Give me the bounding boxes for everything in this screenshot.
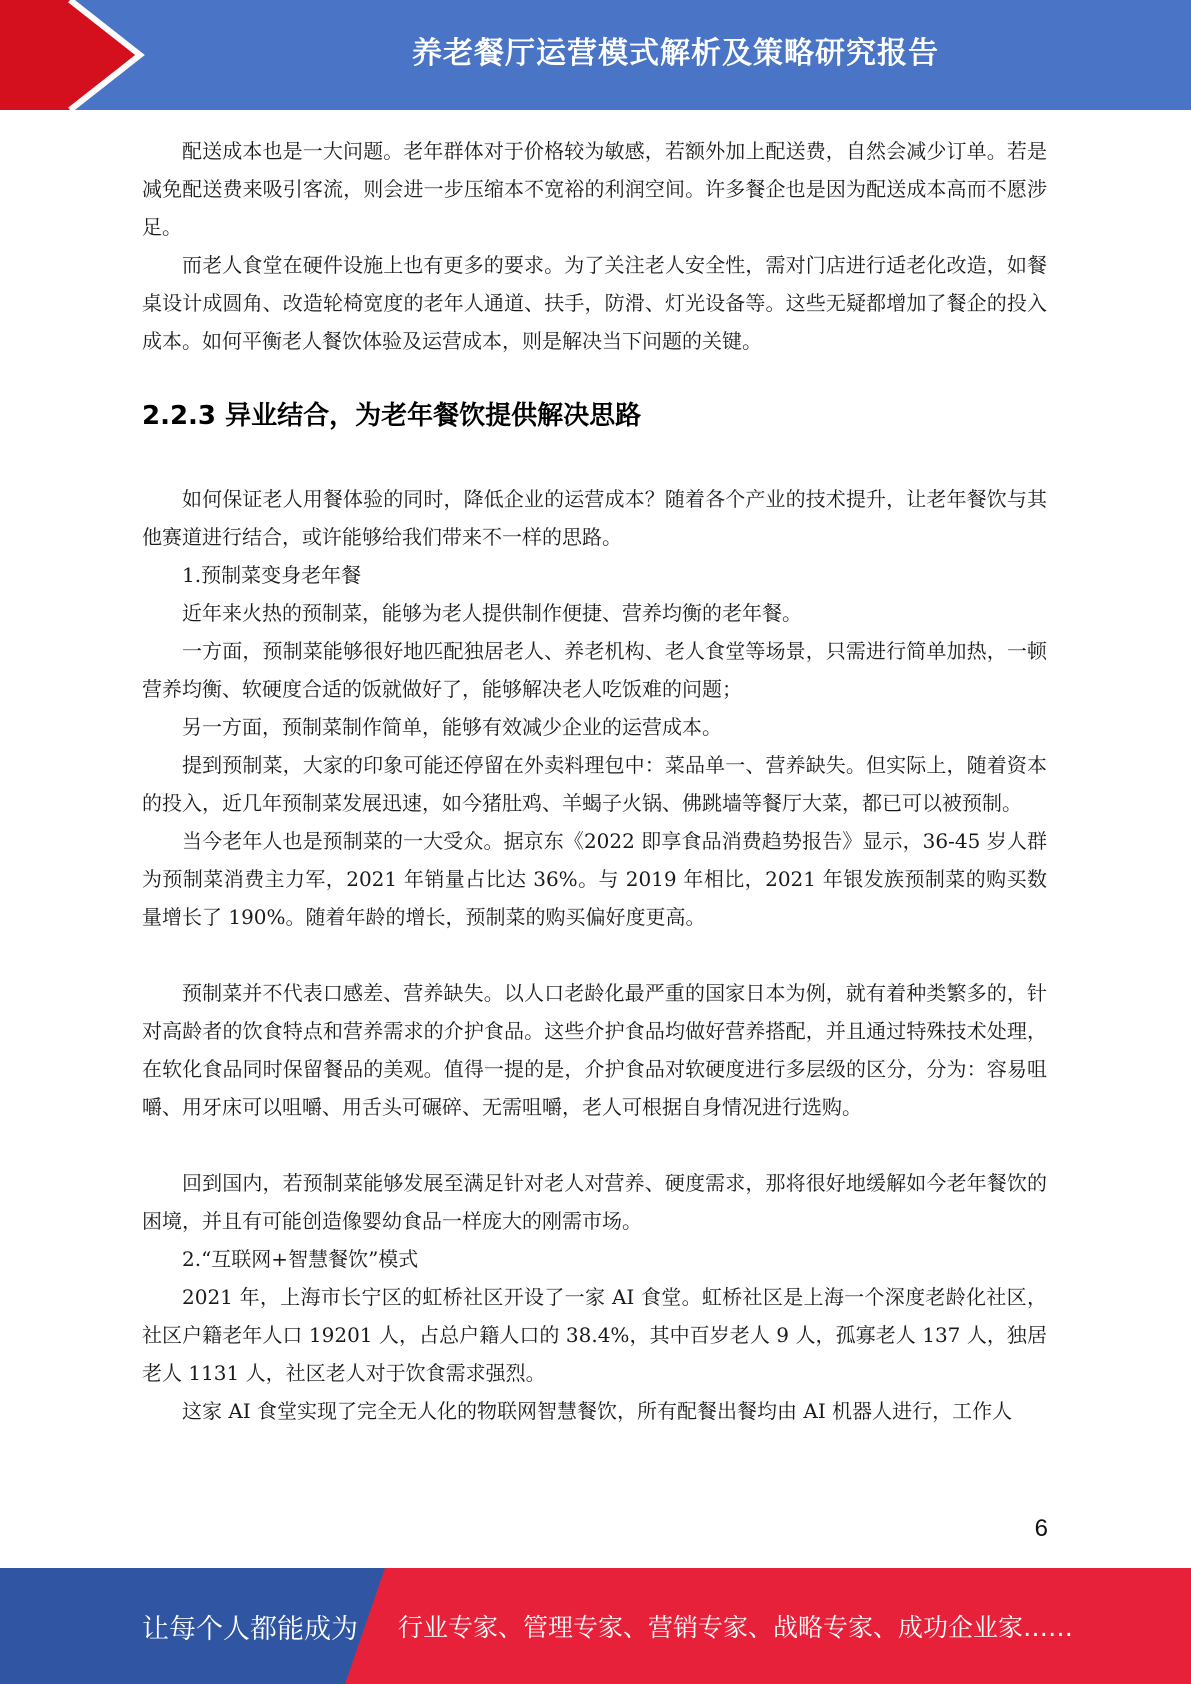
body-paragraph: 2021 年，上海市长宁区的虹桥社区开设了一家 AI 食堂。虹桥社区是上海一个深度老龄化社区，社区户籍老年人口 19201 人，占总户籍人口的 38.4%，其中百岁老人 9 人，孤寡老人 137 人，独居老人 1131 人，社区老人对于饮食需求强烈。 <box>142 1285 1047 1385</box>
report-header-band <box>0 0 1191 110</box>
body-paragraph: 回到国内，若预制菜能够发展至满足针对老人对营养、硬度需求，那将很好地缓解如今老年餐饮的困境，并且有可能创造像婴幼食品一样庞大的刚需市场。 <box>142 1171 1047 1233</box>
body-paragraph: 预制菜并不代表口感差、营养缺失。以人口老龄化最严重的国家日本为例，就有着种类繁多的，针对高龄者的饮食特点和营养需求的介护食品。这些介护食品均做好营养搭配，并且通过特殊技术处理，在软化食品同时保留餐品的美观。值得一提的是，介护食品对软硬度进行多层级的区分，分为：容易咀嚼、用牙床可以咀嚼、用舌头可碾碎、无需咀嚼，老人可根据自身情况进行选购。 <box>142 981 1047 1119</box>
footer-band <box>0 1568 1191 1684</box>
body-paragraph: 一方面，预制菜能够很好地匹配独居老人、养老机构、老人食堂等场景，只需进行简单加热，一顿营养均衡、软硬度合适的饭就做好了，能够解决老人吃饭难的问题； <box>142 639 1047 701</box>
header-chevron-decoration <box>0 0 160 110</box>
body-paragraph: 当今老年人也是预制菜的一大受众。据京东《2022 即享食品消费趋势报告》显示，36-45 岁人群为预制菜消费主力军，2021 年销量占比达 36%。与 2019 年相比，2021 年银发族预制菜的购买数量增长了 190%。随着年龄的增长，预制菜的购买偏好度更高。 <box>142 829 1047 929</box>
footer-slogan-left: 让每个人都能成为 <box>142 1613 358 1645</box>
body-paragraph: 这家 AI 食堂实现了完全无人化的物联网智慧餐饮，所有配餐出餐均由 AI 机器人进行，工作人 <box>182 1399 1013 1423</box>
body-paragraph: 配送成本也是一大问题。老年群体对于价格较为敏感，若额外加上配送费，自然会减少订单。若是减免配送费来吸引客流，则会进一步压缩本不宽裕的利润空间。许多餐企也是因为配送成本高而不愿涉足。 <box>142 139 1047 239</box>
body-paragraph: 另一方面，预制菜制作简单，能够有效减少企业的运营成本。 <box>182 715 722 739</box>
body-paragraph: 提到预制菜，大家的印象可能还停留在外卖料理包中：菜品单一、营养缺失。但实际上，随着资本的投入，近几年预制菜发展迅速，如今猪肚鸡、羊蝎子火锅、佛跳墙等餐厅大菜，都已可以被预制。 <box>142 753 1047 815</box>
document-body <box>142 132 1047 1430</box>
body-paragraph: 近年来火热的预制菜，能够为老人提供制作便捷、营养均衡的老年餐。 <box>182 601 802 625</box>
body-paragraph: 而老人食堂在硬件设施上也有更多的要求。为了关注老人安全性，需对门店进行适老化改造，如餐桌设计成圆角、改造轮椅宽度的老年人通道、扶手，防滑、灯光设备等。这些无疑都增加了餐企的投入成本。如何平衡老人餐饮体验及运营成本，则是解决当下问题的关键。 <box>142 253 1047 353</box>
report-title: 养老餐厅运营模式解析及策略研究报告 <box>412 36 939 71</box>
list-item-heading: 2.“互联网+智慧餐饮”模式 <box>182 1247 419 1271</box>
footer-slogan-right: 行业专家、管理专家、营销专家、战略专家、成功企业家…… <box>398 1613 1074 1642</box>
body-paragraph: 如何保证老人用餐体验的同时，降低企业的运营成本？随着各个产业的技术提升，让老年餐饮与其他赛道进行结合，或许能够给我们带来不一样的思路。 <box>142 487 1047 549</box>
page-number: 6 <box>1034 1515 1048 1542</box>
list-item-heading: 1.预制菜变身老年餐 <box>182 563 362 587</box>
section-heading: 2.2.3 异业结合，为老年餐饮提供解决思路 <box>142 401 642 431</box>
